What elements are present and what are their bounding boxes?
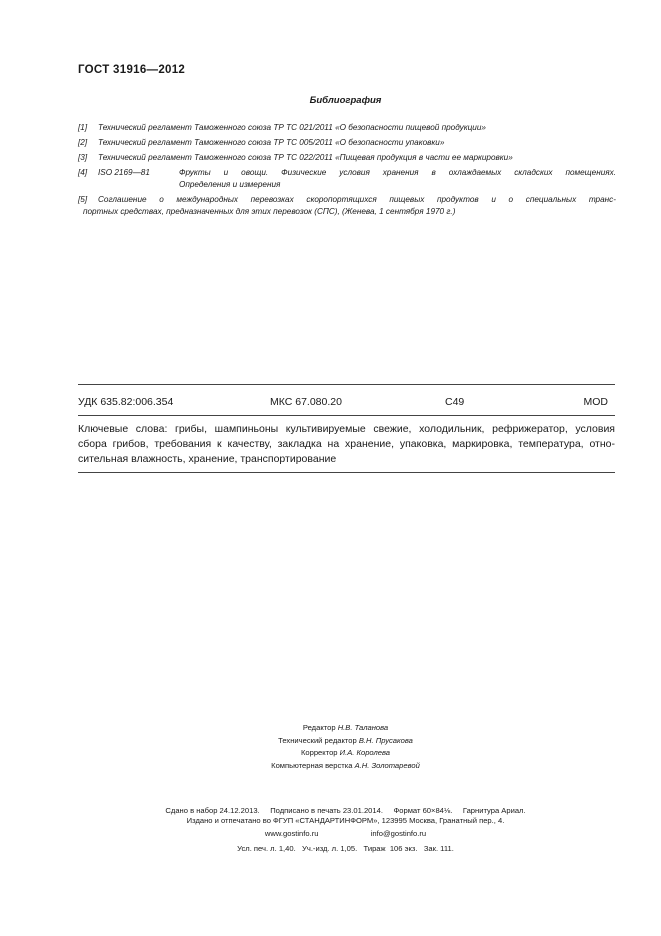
entry-text-line-1: Фрукты и овощи. Физические условия хранения в охлаждаемых складских помещениях. (179, 168, 616, 177)
credit-corrector: Корректор И.А. Королева (300, 748, 391, 757)
keywords-block (78, 422, 615, 467)
entry-text-line-2: портных средствах, предназначенных для этих перевозок (СПС), (Женева, 1 сентября 1970 г.) (83, 207, 456, 216)
entry-number: [5] (78, 195, 88, 204)
entry-number: [1] (78, 123, 88, 132)
bibliography-entry-2 (78, 137, 616, 149)
classifier-code: С49 (445, 396, 465, 408)
keywords-line-2: сбора грибов, требования к качеству, закладка на хранение, упаковка, маркировка, температура, отно- (78, 438, 615, 450)
credit-layout: Компьютерная верстка А.Н. Золотаревой (271, 760, 420, 770)
udk-code: УДК 635.82:006.354 (78, 396, 174, 408)
print-info-line-1: Сдано в набор 24.12.2013. Подписано в печать 23.01.2014. Формат 60×84⅛. Гарнитура Ариал. (165, 806, 526, 815)
credit-editor: Редактор Н.В. Таланова (302, 723, 389, 732)
publisher-address: Издано и отпечатано во ФГУП «СТАНДАРТИНФОРМ», 123995 Москва, Гранатный пер., 4. (186, 816, 505, 825)
publisher-email[interactable]: info@gostinfo.ru (370, 828, 427, 838)
bibliography-entry-3 (78, 152, 616, 164)
mod-marker: MOD (583, 396, 608, 408)
entry-text-line-1: Соглашение о международных перевозках скоропортящихся пищевых продуктов и о специальных транс- (98, 195, 616, 204)
entry-text: Технический регламент Таможенного союза ТР ТС 022/2011 «Пищевая продукция в части ее маркировки» (98, 153, 513, 162)
keywords-line-3: сительная влажность, хранение, транспортирование (78, 453, 337, 465)
divider-middle (78, 415, 615, 416)
classification-row (78, 396, 608, 410)
credits-block (0, 722, 661, 772)
bibliography-entry-5 (78, 194, 616, 218)
standard-header: ГОСТ 31916—2012 (78, 64, 186, 76)
mks-code: МКС 67.080.20 (270, 396, 342, 408)
bibliography-entry-1 (78, 122, 616, 134)
entry-number: [3] (78, 153, 88, 162)
entry-number: [4] (78, 168, 88, 177)
entry-standard-code: ISO 2169—81 (98, 168, 150, 177)
credit-tech-editor: Технический редактор В.Н. Прусакова (278, 735, 413, 745)
entry-text: Технический регламент Таможенного союза ТР ТС 021/2011 «О безопасности пищевой продукции» (98, 123, 486, 132)
publisher-website[interactable]: www.gostinfo.ru (264, 828, 319, 838)
print-info-line-2: Усл. печ. л. 1,40. Уч.-изд. л. 1,05. Тираж 106 экз. Зак. 111. (237, 843, 454, 853)
bibliography-title: Библиография (309, 95, 382, 106)
divider-top (78, 384, 615, 385)
publisher-contacts (30, 828, 661, 841)
divider-bottom (78, 472, 615, 473)
bibliography-entry-4 (78, 167, 616, 191)
entry-text: Технический регламент Таможенного союза ТР ТС 005/2011 «О безопасности упаковки» (98, 138, 445, 147)
entry-number: [2] (78, 138, 88, 147)
keywords-line-1: Ключевые слова: грибы, шампиньоны культивируемые свежие, холодильник, рефрижератор, условия (78, 423, 615, 435)
entry-text-line-2: Определения и измерения (179, 180, 281, 189)
publisher-info (0, 815, 661, 840)
